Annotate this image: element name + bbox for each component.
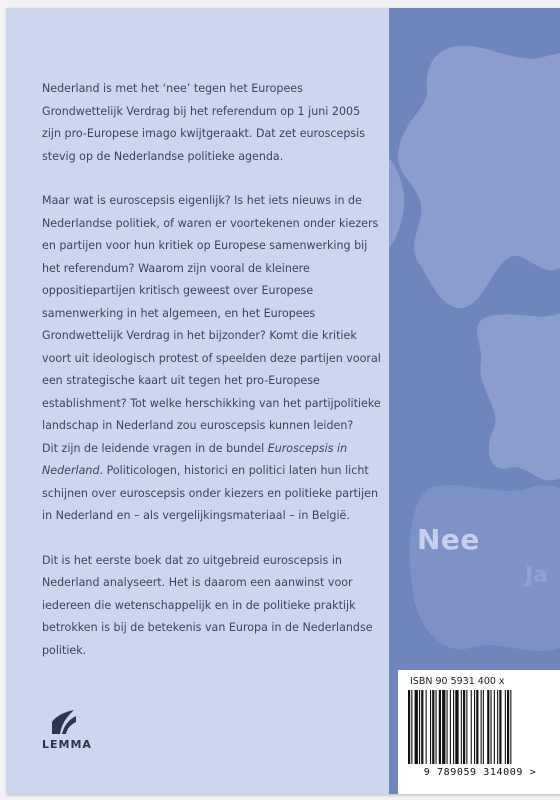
barcode-bar: [455, 690, 458, 764]
barcode-bar: [481, 690, 482, 764]
barcode-bar: [450, 690, 451, 764]
word-ja: Ja: [525, 563, 549, 588]
paragraph-bundle: [42, 438, 382, 528]
barcode-bar: [487, 690, 489, 764]
barcode-bar: [510, 690, 511, 764]
word-nee: Nee: [417, 523, 480, 556]
barcode-bar: [442, 690, 445, 764]
barcode-bar: [436, 690, 437, 764]
barcode-bar: [476, 690, 478, 764]
barcode-bar: [447, 690, 448, 764]
barcode-bar: [483, 690, 484, 764]
barcode-bar: [419, 690, 420, 764]
map-shape-south: [477, 313, 560, 480]
barcode-bar: [499, 690, 501, 764]
paragraph-questions: Maar wat is euroscepsis eigenlijk? Is het iets nieuws in de Nederlandse politiek, of waren er voortekenen onder kiezers en partijen voor hun kritiek op Europese samenwerking bij het referendum? Waarom zijn vooral de kleinere oppositiepartijen kritisch geweest over Europese samenwerking in het algemeen, en het Europees Grondwettelijk Verdrag in het bijzonder? Komt die kritiek voort uit ideologisch protest of speelden deze partijen vooral een strategische kaart uit tegen het pro-Europese establishment? Tot welke herschikking van het partijpolitieke landschap in Nederland zou euroscepsis kunnen leiden?: [42, 194, 381, 432]
barcode-bar: [408, 690, 410, 764]
barcode-label: [398, 670, 560, 794]
barcode-bar: [463, 690, 465, 764]
barcode-bar: [430, 690, 431, 764]
barcode-bar: [426, 690, 427, 764]
barcode-bar: [421, 690, 423, 764]
ean-number: 9 789059 314009 >: [423, 767, 537, 778]
paragraph-intro: Nederland is met het ‘nee’ tegen het Europees Grondwettelijk Verdrag bij het referendum op 1 juni 2005 zijn pro-Europese imago kwijtgeraakt. Dat zet euroscepsis stevig op de Nederlandse politieke agenda.: [42, 82, 366, 163]
barcode-bar: [474, 690, 475, 764]
barcode-bar: [411, 690, 412, 764]
barcode-bar: [494, 690, 495, 764]
publisher-logo: [42, 708, 102, 758]
barcode-bar: [505, 690, 506, 764]
barcode-bar: [432, 690, 434, 764]
publisher-name: LEMMA: [42, 738, 92, 751]
bundle-text-start: Dit zijn de leidende vragen in de bundel: [42, 441, 268, 455]
blurb-text: [42, 78, 382, 662]
barcode-bar: [415, 690, 418, 764]
map-shape-north: [398, 46, 560, 308]
barcode-bar: [491, 690, 492, 764]
barcode-bars: [408, 690, 554, 764]
isbn-number: ISBN 90 5931 400 x: [410, 676, 505, 687]
barcode-bar: [461, 690, 462, 764]
back-cover: [6, 8, 560, 794]
barcode-bar: [466, 690, 467, 764]
book-title-italic: Euroscepsis in Nederland: [42, 441, 348, 477]
barcode-bar: [471, 690, 472, 764]
barcode-bar: [453, 690, 454, 764]
paragraph-conclusion: Dit is het eerste boek dat zo uitgebreid euroscepsis in Nederland analyseert. Het is daarom een aanwinst voor iedereen die wetenschappelijk en in de politieke praktijk betrokken is bij de betekenis van Europa in de Nederlandse politiek.: [42, 553, 373, 657]
barcode-bar: [439, 690, 441, 764]
lemma-book-icon: [48, 708, 78, 736]
barcode-bar: [497, 690, 498, 764]
bundle-text-end: . Politicologen, historici en politici laten hun licht schijnen over euroscepsis onder kiezers en politieke partijen in Nederland en – als vergelijkingsmateriaal – in België.: [42, 464, 379, 522]
barcode-bar: [507, 690, 509, 764]
map-shape-west: [389, 158, 404, 248]
